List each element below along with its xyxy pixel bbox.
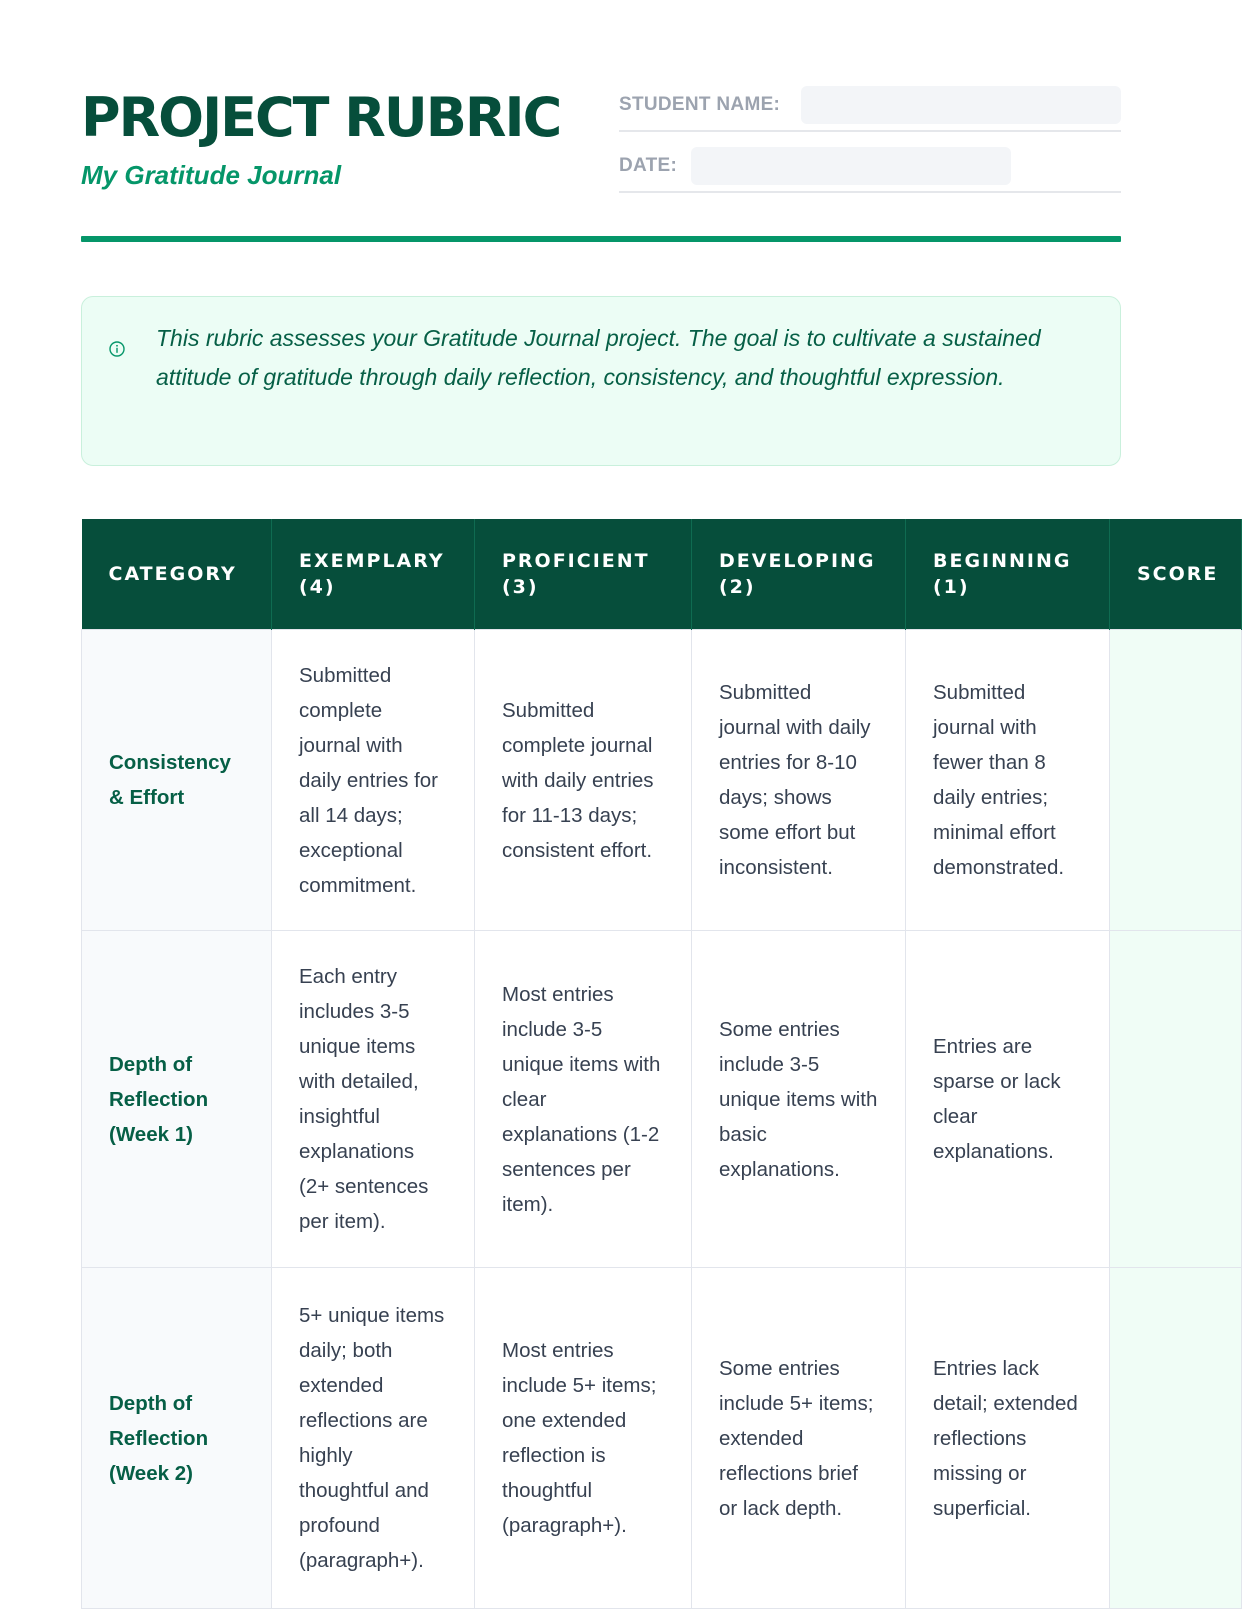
table-row — [82, 1268, 1242, 1609]
beginning-cell: Entries lack detail; extended reflections missing or superficial. — [906, 1268, 1110, 1609]
header-proficient — [475, 519, 692, 630]
header-proficient-points: (3) — [502, 576, 539, 598]
header-exemplary-points: (4) — [299, 576, 336, 598]
exemplary-cell: Each entry includes 3-5 unique items with detailed, insightful explanations (2+ sentences per item). — [272, 931, 475, 1268]
header-divider — [81, 236, 1121, 242]
exemplary-cell: 5+ unique items daily; both extended reflections are highly thoughtful and profound (paragraph+). — [272, 1268, 475, 1609]
proficient-cell: Submitted complete journal with daily entries for 11-13 days; consistent effort. — [475, 630, 692, 931]
proficient-cell: Most entries include 5+ items; one extended reflection is thoughtful (paragraph+). — [475, 1268, 692, 1609]
developing-cell: Some entries include 5+ items; extended reflections brief or lack depth. — [692, 1268, 906, 1609]
score-cell[interactable] — [1110, 1268, 1242, 1609]
header-developing-label: DEVELOPING — [719, 550, 876, 572]
rubric-table — [81, 519, 1242, 1609]
info-text: This rubric assesses your Gratitude Journal project. The goal is to cultivate a sustained attitude of gratitude through daily reflection, consistency, and thoughtful expression. — [156, 325, 1041, 390]
category-cell: Depth of Reflection (Week 2) — [82, 1268, 272, 1609]
header-category — [82, 519, 272, 630]
date-field — [619, 145, 1121, 193]
info-circle-icon — [109, 341, 125, 357]
category-cell: Depth of Reflection (Week 1) — [82, 931, 272, 1268]
date-label: DATE: — [619, 155, 678, 176]
header-beginning — [906, 519, 1110, 630]
beginning-cell: Submitted journal with fewer than 8 daily entries; minimal effort demonstrated. — [906, 630, 1110, 931]
project-subtitle: My Gratitude Journal — [81, 160, 342, 190]
header-exemplary — [272, 519, 475, 630]
header-beginning-label: BEGINNING — [933, 550, 1072, 572]
student-name-field — [619, 84, 1121, 132]
table-row — [82, 630, 1242, 931]
beginning-cell: Entries are sparse or lack clear explanations. — [906, 931, 1110, 1268]
header-developing — [692, 519, 906, 630]
header-proficient-label: PROFICIENT — [502, 550, 650, 572]
page-title: PROJECT RUBRIC — [81, 86, 561, 149]
header-exemplary-label: EXEMPLARY — [299, 550, 445, 572]
date-input[interactable] — [691, 147, 1011, 185]
rubric-table-wrapper — [81, 519, 1242, 1609]
header-category-label: CATEGORY — [108, 563, 237, 585]
header-score-label: SCORE — [1137, 563, 1219, 585]
table-header-row — [82, 519, 1242, 630]
header-beginning-points: (1) — [933, 576, 970, 598]
category-cell: Consistency & Effort — [82, 630, 272, 931]
header-developing-points: (2) — [719, 576, 756, 598]
score-cell[interactable] — [1110, 630, 1242, 931]
header-score — [1110, 519, 1242, 630]
score-cell[interactable] — [1110, 931, 1242, 1268]
developing-cell: Submitted journal with daily entries for 8-10 days; shows some effort but inconsistent. — [692, 630, 906, 931]
table-row — [82, 931, 1242, 1268]
info-callout — [81, 296, 1121, 466]
student-name-input[interactable] — [801, 86, 1121, 124]
developing-cell: Some entries include 3-5 unique items with basic explanations. — [692, 931, 906, 1268]
exemplary-cell: Submitted complete journal with daily entries for all 14 days; exceptional commitment. — [272, 630, 475, 931]
proficient-cell: Most entries include 3-5 unique items with clear explanations (1-2 sentences per item). — [475, 931, 692, 1268]
student-name-label: STUDENT NAME: — [619, 94, 781, 115]
